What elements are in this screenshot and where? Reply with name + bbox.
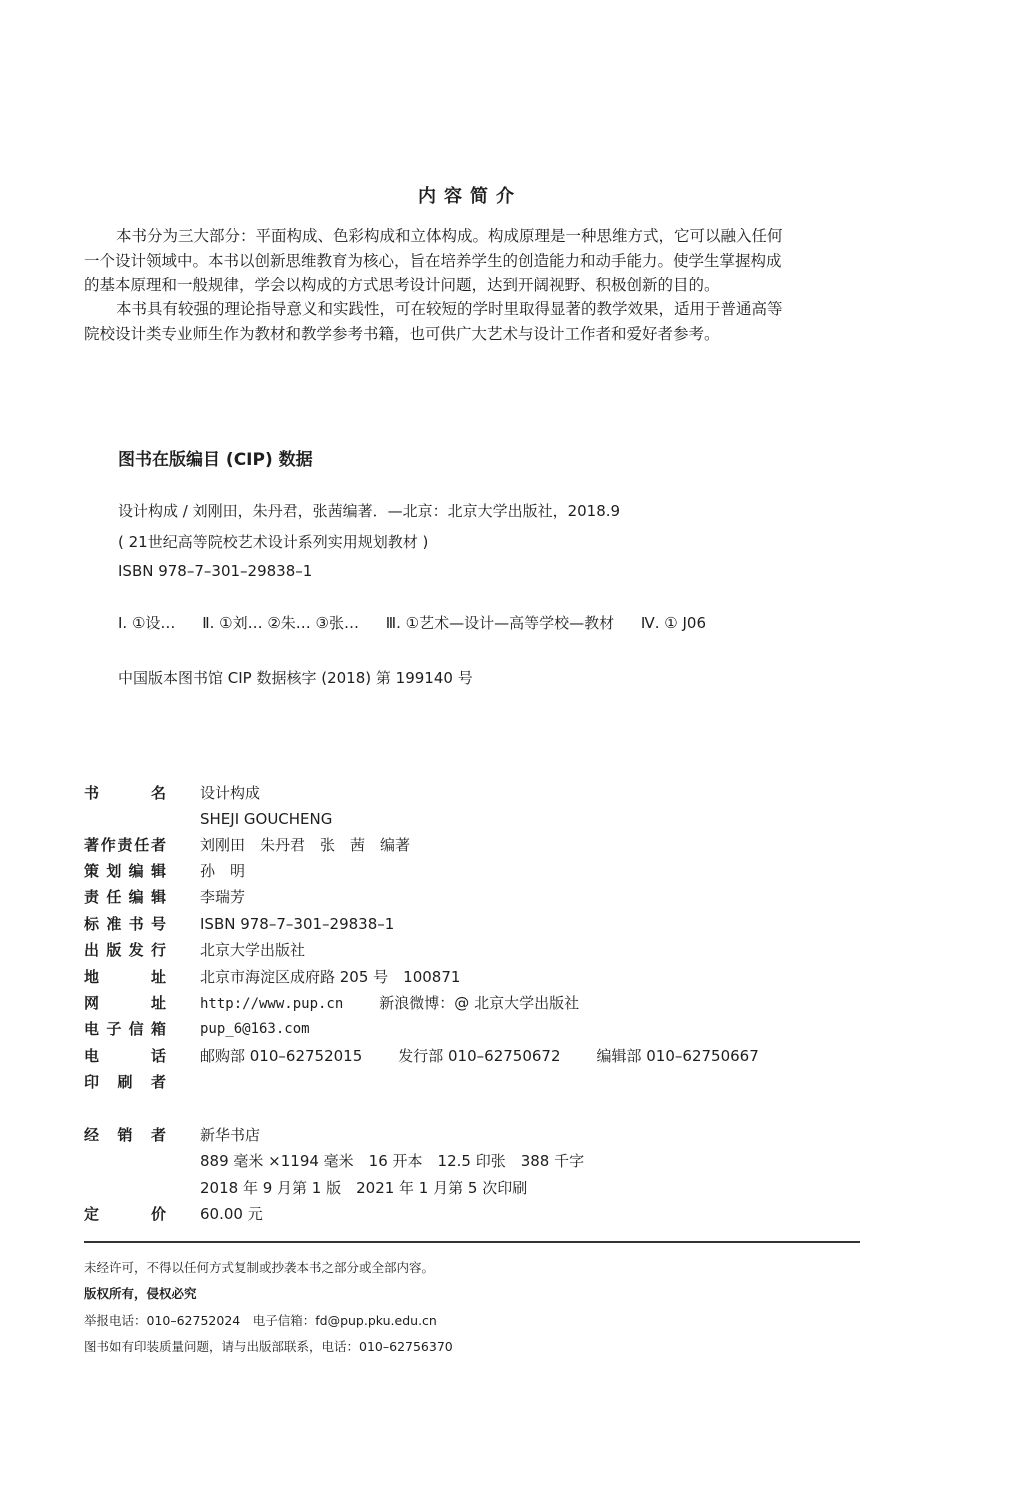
info-value: 李瑞芳 — [200, 888, 246, 906]
info-label: 出版发行 — [84, 941, 166, 959]
summary-line: 一个设计领域中。本书以创新思维教育为核心，旨在培养学生的创造能力和动手能力。使学生掌握构成 — [84, 251, 782, 270]
summary-line: 本书分为三大部分：平面构成、色彩构成和立体构成。构成原理是一种思维方式，它可以融入任何 — [116, 227, 783, 245]
info-label: 定价 — [84, 1205, 166, 1223]
quality-contact: 图书如有印装质量问题，请与出版部联系，电话：010–62756370 — [84, 1339, 453, 1354]
info-label: 责任编辑 — [84, 888, 166, 906]
info-value: ISBN 978–7–301–29838–1 — [200, 915, 395, 933]
info-value: 新华书店 — [200, 1126, 261, 1144]
info-label: 策划编辑 — [84, 862, 166, 880]
email-link[interactable]: pup_6@163.com — [200, 1021, 310, 1037]
info-value — [200, 1043, 759, 1069]
phone-editorial: 编辑部 010–62750667 — [596, 1047, 759, 1065]
cip-class-item: Ⅰ. ①设… — [118, 614, 176, 632]
cip-classification — [118, 612, 728, 633]
copyright-notice: 未经许可，不得以任何方式复制或抄袭本书之部分或全部内容。 — [84, 1260, 435, 1275]
summary-line: 本书具有较强的理论指导意义和实践性，可在较短的学时里取得显著的教学效果，适用于普通高等 — [116, 300, 783, 318]
info-value: 60.00 元 — [200, 1205, 263, 1223]
info-value: 孙 明 — [200, 862, 246, 880]
info-label: 标准书号 — [84, 915, 166, 933]
info-label: 著作责任者 — [84, 836, 166, 854]
info-value: SHEJI GOUCHENG — [200, 810, 333, 828]
cip-line-1: 设计构成 / 刘刚田，朱丹君，张茜编著．—北京：北京大学出版社，2018.9 — [118, 502, 621, 520]
info-label: 经销者 — [84, 1126, 166, 1144]
info-value: 刘刚田 朱丹君 张 茜 编著 — [200, 836, 411, 854]
report-contact: 举报电话：010–62752024 电子信箱：fd@pup.pku.edu.cn — [84, 1313, 437, 1328]
info-label: 地址 — [84, 968, 166, 986]
summary-line: 院校设计类专业师生作为教材和教学参考书籍，也可供广大艺术与设计工作者和爱好者参考。 — [84, 324, 720, 343]
summary-paragraph-1 — [84, 224, 860, 298]
info-value: 北京市海淀区成府路 205 号 100871 — [200, 968, 461, 986]
rights-reserved: 版权所有，侵权必究 — [84, 1286, 197, 1301]
cip-heading: 图书在版编目 (CIP) 数据 — [118, 450, 313, 470]
weibo-text: 新浪微博：@ 北京大学出版社 — [379, 994, 580, 1012]
info-label: 书名 — [84, 784, 166, 802]
summary-paragraph-2 — [84, 297, 860, 346]
website-link[interactable]: http://www.pup.cn — [200, 996, 344, 1012]
cip-check-number: 中国版本图书馆 CIP 数据核字 (2018) 第 199140 号 — [118, 669, 473, 687]
info-label: 电话 — [84, 1047, 166, 1065]
summary-title: 内容简介 — [418, 186, 522, 207]
info-value: 设计构成 — [200, 784, 261, 802]
cip-class-item: Ⅲ. ①艺术—设计—高等学校—教材 — [385, 614, 615, 632]
cip-class-item: Ⅱ. ①刘… ②朱… ③张… — [202, 614, 360, 632]
info-value: 2018 年 9 月第 1 版 2021 年 1 月第 5 次印刷 — [200, 1179, 528, 1197]
cip-class-item: Ⅳ. ① J06 — [640, 614, 707, 632]
phone-distribution: 发行部 010–62750672 — [398, 1047, 561, 1065]
info-label: 印刷者 — [84, 1073, 166, 1091]
summary-line: 的基本原理和一般规律，学会以构成的方式思考设计问题，达到开阔视野、积极创新的目的。 — [84, 276, 720, 294]
cip-series: ( 21世纪高等院校艺术设计系列实用规划教材 ) — [118, 533, 429, 551]
info-value — [200, 990, 579, 1017]
info-label: 网址 — [84, 994, 166, 1012]
cip-isbn: ISBN 978–7–301–29838–1 — [118, 562, 313, 580]
divider-rule — [84, 1241, 860, 1243]
info-value: 889 毫米 ×1194 毫米 16 开本 12.5 印张 388 千字 — [200, 1152, 585, 1170]
phone-mail-order: 邮购部 010–62752015 — [200, 1047, 363, 1065]
info-value: 北京大学出版社 — [200, 941, 306, 959]
info-label: 电子信箱 — [84, 1020, 166, 1038]
